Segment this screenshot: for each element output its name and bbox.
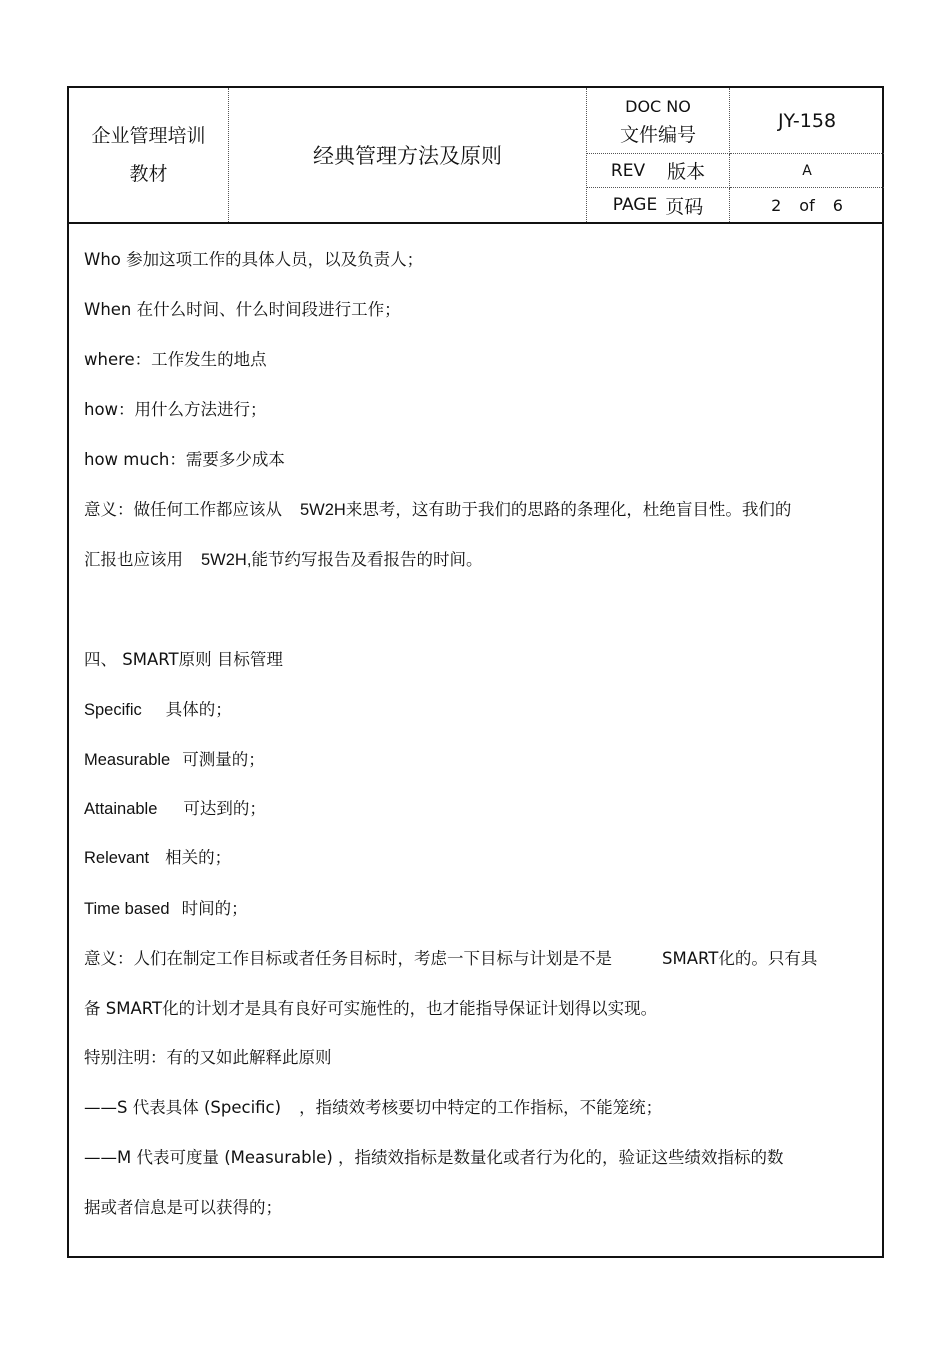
doc-no-label-en: DOC NO <box>625 96 691 116</box>
timebased-desc: 时间的； <box>181 899 248 918</box>
meaning1-f: 能节约写报告及看报告的时间。 <box>251 550 483 569</box>
specific-line <box>84 698 232 722</box>
measurable-line <box>84 748 265 772</box>
meaning2-line1 <box>84 947 817 971</box>
who-line: Who 参加这项工作的具体人员，以及负责人； <box>84 250 424 269</box>
document-header <box>69 88 882 224</box>
page-value <box>730 188 884 222</box>
rev-label <box>587 154 730 188</box>
meaning1-5w2h-2: 5W2H, <box>201 551 252 569</box>
meaning1-5w2h: 5W2H <box>300 501 346 519</box>
relevant-line <box>84 846 231 870</box>
doc-category <box>69 88 229 222</box>
rev-value: A <box>730 154 884 188</box>
page-label-en: PAGE <box>612 195 658 215</box>
page-of: of <box>799 195 815 215</box>
attainable-term: Attainable <box>84 800 158 818</box>
page-number: 2 <box>771 195 782 215</box>
doc-title: 经典管理方法及原则 <box>229 88 587 222</box>
how-much-line: how much：需要多少成本 <box>84 450 285 469</box>
how-line: how：用什么方法进行； <box>84 400 267 419</box>
page-label <box>587 188 730 222</box>
page-label-zh: 页码 <box>665 195 704 218</box>
m-explanation-line1: ——M 代表可度量 (Measurable) ，指绩效指标是数量化或者行为化的，验证这些绩效指标的数 <box>84 1148 784 1167</box>
doc-no-label <box>587 88 730 154</box>
doc-no-value: JY-158 <box>730 88 884 154</box>
doc-no-label-zh: 文件编号 <box>619 123 696 146</box>
meaning2-b: SMART化的。只有具 <box>662 949 818 968</box>
relevant-term: Relevant <box>84 849 150 867</box>
timebased-line <box>84 897 248 921</box>
m-explanation-line2: 据或者信息是可以获得的； <box>84 1198 282 1217</box>
meaning1-d: 汇报也应该用 <box>84 550 183 569</box>
attainable-desc: 可达到的； <box>183 799 266 818</box>
meaning2-line2: 备 SMART化的计划才是具有良好可实施性的，也才能指导保证计划得以实现。 <box>84 999 658 1018</box>
where-line: where：工作发生的地点 <box>84 350 267 369</box>
specific-desc: 具体的； <box>165 700 232 719</box>
measurable-term: Measurable <box>84 751 171 769</box>
s-explanation-b: ，指绩效考核要切中特定的工作指标，不能笼统； <box>299 1098 663 1117</box>
specific-term: Specific <box>84 701 142 719</box>
doc-category-line2: 教材 <box>129 163 168 185</box>
s-explanation <box>84 1096 662 1120</box>
meaning1-line1 <box>84 498 791 522</box>
doc-category-line1: 企业管理培训 <box>91 125 206 147</box>
meaning2-a: 意义：人们在制定工作目标或者任务目标时，考虑一下目标与计划是不是 <box>84 949 612 968</box>
meaning1-line2 <box>84 548 482 572</box>
rev-label-en: REV <box>610 160 646 181</box>
relevant-desc: 相关的； <box>165 848 232 867</box>
rev-label-zh: 版本 <box>667 161 706 183</box>
attainable-line <box>84 797 266 821</box>
page-total: 6 <box>832 195 843 215</box>
section-4-heading: 四、 SMART原则 目标管理 <box>84 650 283 669</box>
when-line: When 在什么时间、什么时间段进行工作； <box>84 300 401 319</box>
measurable-desc: 可测量的； <box>182 750 265 769</box>
document-frame <box>67 86 884 1258</box>
meaning1-c: 来思考，这有助于我们的思路的条理化，杜绝盲目性。我们的 <box>345 500 792 519</box>
s-explanation-a: ——S 代表具体 (Specific) <box>84 1098 282 1117</box>
special-note: 特别注明：有的又如此解释此原则 <box>84 1048 332 1067</box>
timebased-term: Time based <box>84 900 170 918</box>
meaning1-a: 意义：做任何工作都应该从 <box>84 500 282 519</box>
